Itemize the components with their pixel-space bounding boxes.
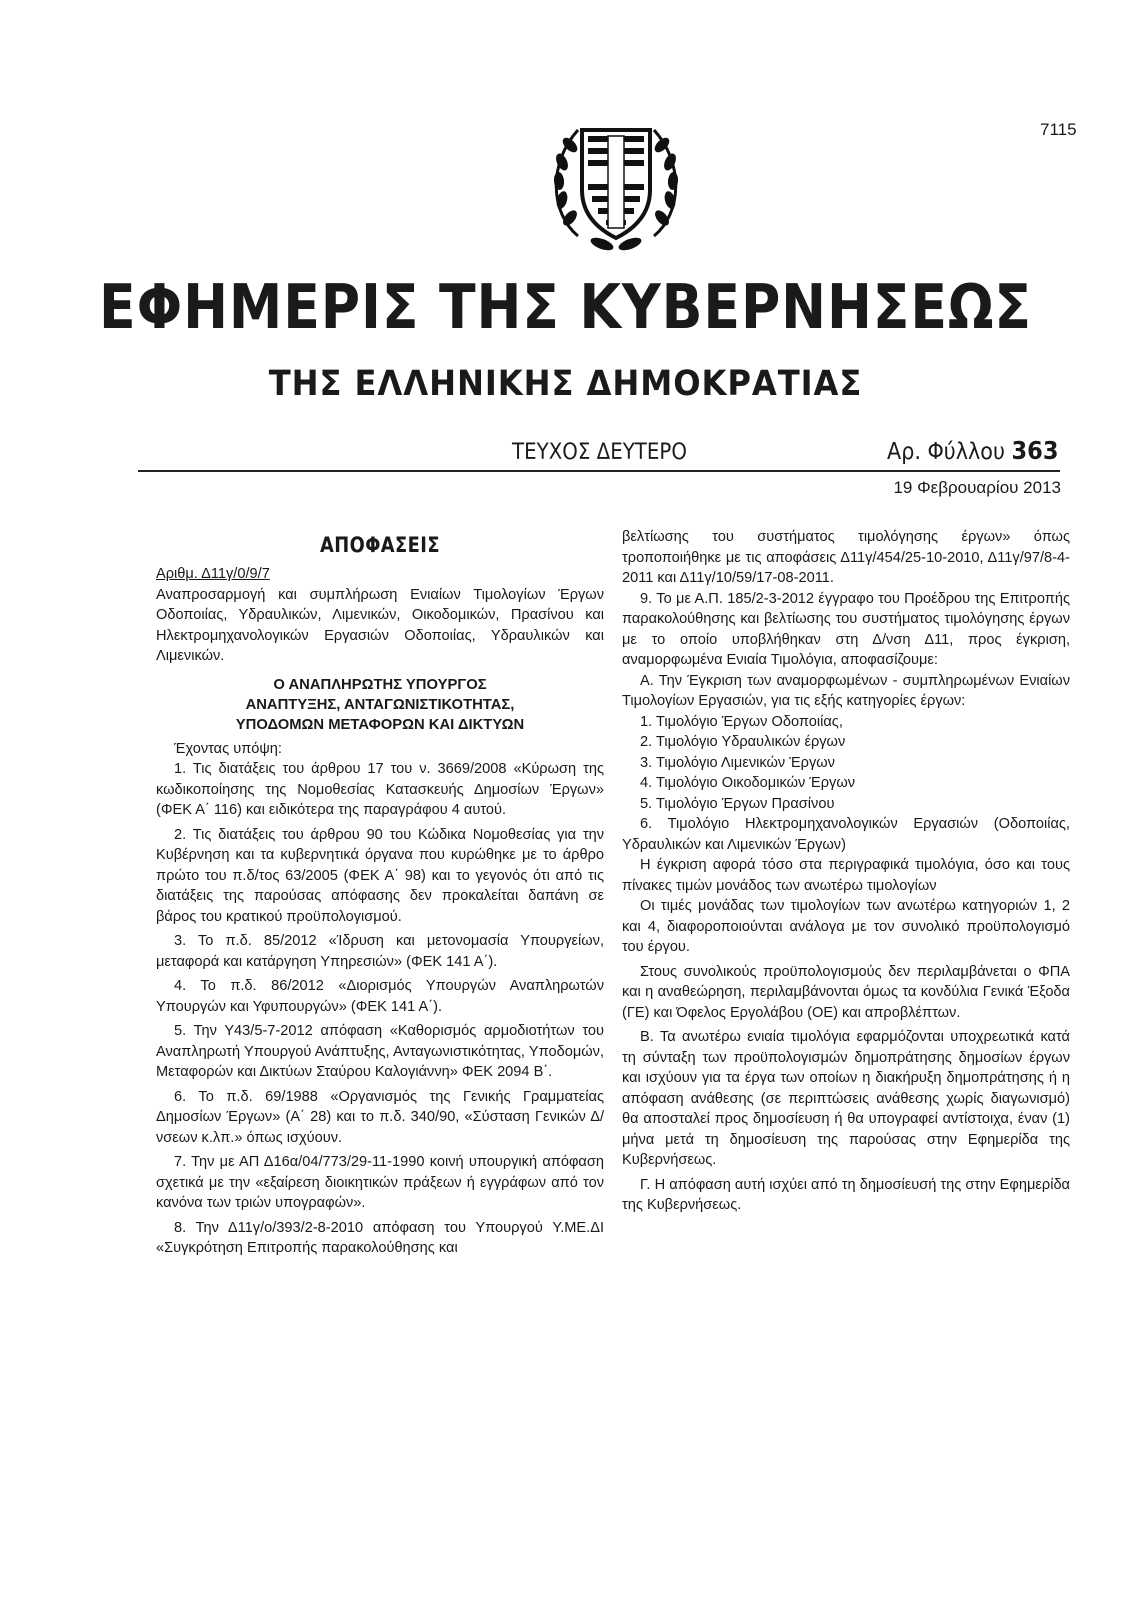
list-item: 3. Τιμολόγιο Λιμενικών Έργων xyxy=(640,754,835,771)
list-item: 6. Τιμολόγιο Ηλεκτρομηχανολογικών Εργασιών (Οδοποιίας, Υδραυλικών και Λιμενικών Έργων) xyxy=(622,816,1070,853)
greek-coat-of-arms-icon xyxy=(540,108,692,260)
paragraph: 9. Το με Α.Π. 185/2-3-2012 έγγραφο του Προέδρου της Επιτροπής παρακολούθησης και βελτίωσης του συστήματος τιμολόγησης έργων με το οποίο υποβλήθηκαν στη Δ/νση Δ11, προς έγκριση, αναμορφωμένα Ενιαία Τιμολόγια, αποφασίζουμε: xyxy=(622,590,1070,668)
considering-label: Έχοντας υπόψη: xyxy=(174,740,282,757)
official-heading xyxy=(156,675,604,735)
paragraph: 3. Το π.δ. 85/2012 «Ίδρυση και μετονομασία Υπουργείων, μεταφορά και κατάργηση Υπηρεσιών» (ΦΕΚ 141 Α΄). xyxy=(156,933,604,970)
decision-header xyxy=(156,564,604,585)
list-item: 5. Τιμολόγιο Έργων Πρασίνου xyxy=(640,795,835,812)
right-column xyxy=(622,527,1070,1216)
section-heading: ΑΠΟΦΑΣΕΙΣ xyxy=(320,533,440,557)
paragraph: 6. Το π.δ. 69/1988 «Οργανισμός της Γενικής Γραμματείας Δημοσίων Έργων» (Α΄ 28) και το π.δ. 340/90, «Σύσταση Γενικών Δ/νσεων κ.λπ.» όπως ισχύουν. xyxy=(156,1088,604,1146)
masthead-subtitle: ΤΗΣ ΕΛΛΗΝΙΚΗΣ ΔΗΜΟΚΡΑΤΙΑΣ xyxy=(268,364,863,404)
official-line: ΥΠΟΔΟΜΩΝ ΜΕΤΑΦΟΡΩΝ ΚΑΙ ΔΙΚΤΥΩΝ xyxy=(235,716,525,733)
issue-date: 19 Φεβρουαρίου 2013 xyxy=(893,478,1061,497)
decision-number: Αριθμ. Δ11γ/0/9/7 xyxy=(156,566,270,582)
paragraph-continuation: βελτίωσης του συστήματος τιμολόγησης έργων» όπως τροποποιήθηκε με τις αποφάσεις Δ11γ/454/25-10-2010, Δ11γ/97/8-4-2011 και Δ11γ/10/59/17-08-2011. xyxy=(622,529,1070,586)
section-b: Β. Τα ανωτέρω ενιαία τιμολόγια εφαρμόζονται υποχρεωτικά κατά τη σύνταξη των προϋπολογισμών δημοπράτησης δημοσίων έργων και ισχύουν για τα έργα των οποίων η διακήρυξη δημοπράτησης ή η απόφαση ανάθεσης (σε περιπτώσεις ανάθεσης χωρίς διαγωνισμό) θα αποσταλεί προς δημοσίευση ή θα υπογραφεί αντίστοιχα, έναν (1) μήνα μετά τη δημοσίευση της παρούσας στην Εφημερίδα της Κυβερνήσεως. xyxy=(622,1029,1070,1168)
paragraph: 8. Την Δ11γ/ο/393/2-8-2010 απόφαση του Υπουργού Υ.ΜΕ.ΔΙ «Συγκρότηση Επιτροπής παρακολούθησης και xyxy=(156,1219,604,1256)
paragraph: 7. Την με ΑΠ Δ16α/04/773/29-11-1990 κοινή υπουργική απόφαση σχετικά με την «εξαίρεση διοικητικών πράξεων ή εγγράφων από τον κανόνα των τριών υπογραφών». xyxy=(156,1154,604,1211)
sheet-number-value: 363 xyxy=(1011,436,1058,465)
page-number: 7115 xyxy=(1040,120,1077,139)
paragraph: 4. Το π.δ. 86/2012 «Διορισμός Υπουργών Αναπληρωτών Υπουργών και Υφυπουργών» (ΦΕΚ 141 Α΄). xyxy=(156,978,604,1015)
list-item: 2. Τιμολόγιο Υδραυλικών έργων xyxy=(640,734,846,750)
list-item: 4. Τιμολόγιο Οικοδομικών Έργων xyxy=(640,775,856,791)
section-c: Γ. Η απόφαση αυτή ισχύει από τη δημοσίευσή της στην Εφημερίδα της Κυβερνήσεως. xyxy=(622,1176,1070,1213)
section-a: Α. Την Έγκριση των αναμορφωμένων - συμπληρωμένων Ενιαίων Τιμολογίων Εργασιών, για τις εξής κατηγορίες έργων: xyxy=(622,672,1070,709)
sheet-label: Αρ. Φύλλου xyxy=(886,439,1005,465)
paragraph: 1. Τις διατάξεις του άρθρου 17 του ν. 3669/2008 «Κύρωση της κωδικοποίησης της Νομοθεσίας Κατασκευής Δημοσίων Έργων» (ΦΕΚ Α΄ 116) και ειδικότερα της παραγράφου 4 αυτού. xyxy=(156,761,604,818)
official-line: Ο ΑΝΑΠΛΗΡΩΤΗΣ ΥΠΟΥΡΓΟΣ xyxy=(273,676,487,693)
paragraph: 2. Τις διατάξεις του άρθρου 90 του Κώδικα Νομοθεσίας για την Κυβέρνηση και τα κυβερνητικά όργανα που κυρώθηκε με το άρθρο πρώτο του π.δ/τος 63/2005 (ΦΕΚ Α΄ 98) και το γεγονός ότι από τις διατάξεις της παρούσας απόφασης δεν προκαλείται δαπάνη σε βάρος του κρατικού προϋπολογισμού. xyxy=(156,826,604,925)
header-rule xyxy=(138,470,1060,472)
decision-title: Αναπροσαρμογή και συμπλήρωση Ενιαίων Τιμολογίων Έργων Οδοποιίας, Υδραυλικών, Λιμενικών, Οικοδομικών, Πρασίνου και Ηλεκτρομηχανολογικών Εργασιών Οδοποιίας, Υδραυλικών και Λιμενικών. xyxy=(156,586,604,664)
paragraph: 5. Την Υ43/5-7-2012 απόφαση «Καθορισμός αρμοδιοτήτων του Αναπληρωτή Υπουργού Ανάπτυξης, Ανταγωνιστικότητας, Υποδομών, Μεταφορών και Δικτύων Σταύρου Καλογιάννη» ΦΕΚ 2094 Β΄. xyxy=(156,1023,604,1080)
sheet-number xyxy=(887,437,1058,466)
issue-series: ΤΕΥΧΟΣ ΔΕΥΤΕΡΟ xyxy=(512,440,687,465)
masthead-title: ΕΦΗΜΕΡΙΣ ΤΗΣ ΚΥΒΕΡΝΗΣΕΩΣ xyxy=(99,272,1032,343)
paragraph: Στους συνολικούς προϋπολογισμούς δεν περιλαμβάνεται ο ΦΠΑ και η αναθεώρηση, περιλαμβάνονται όμως τα κονδύλια Γενικά Έξοδα (ΓΕ) και Όφελος Εργολάβου (ΟΕ) και απροβλέπτων. xyxy=(622,963,1070,1021)
official-line: ΑΝΑΠΤΥΞΗΣ, ΑΝΤΑΓΩΝΙΣΤΙΚΟΤΗΤΑΣ, xyxy=(245,696,515,713)
list-item: 1. Τιμολόγιο Έργων Οδοποιίας, xyxy=(640,713,843,730)
paragraph: Η έγκριση αφορά τόσο στα περιγραφικά τιμολόγια, όσο και τους πίνακες τιμών μονάδος των ανωτέρω τιμολογίων xyxy=(622,857,1070,894)
paragraph: Οι τιμές μονάδας των τιμολογίων των ανωτέρω κατηγοριών 1, 2 και 4, διαφοροποιούνται ανάλογα με τον συνολικό προϋπολογισμό του έργου. xyxy=(622,898,1070,955)
left-column xyxy=(156,524,604,1259)
